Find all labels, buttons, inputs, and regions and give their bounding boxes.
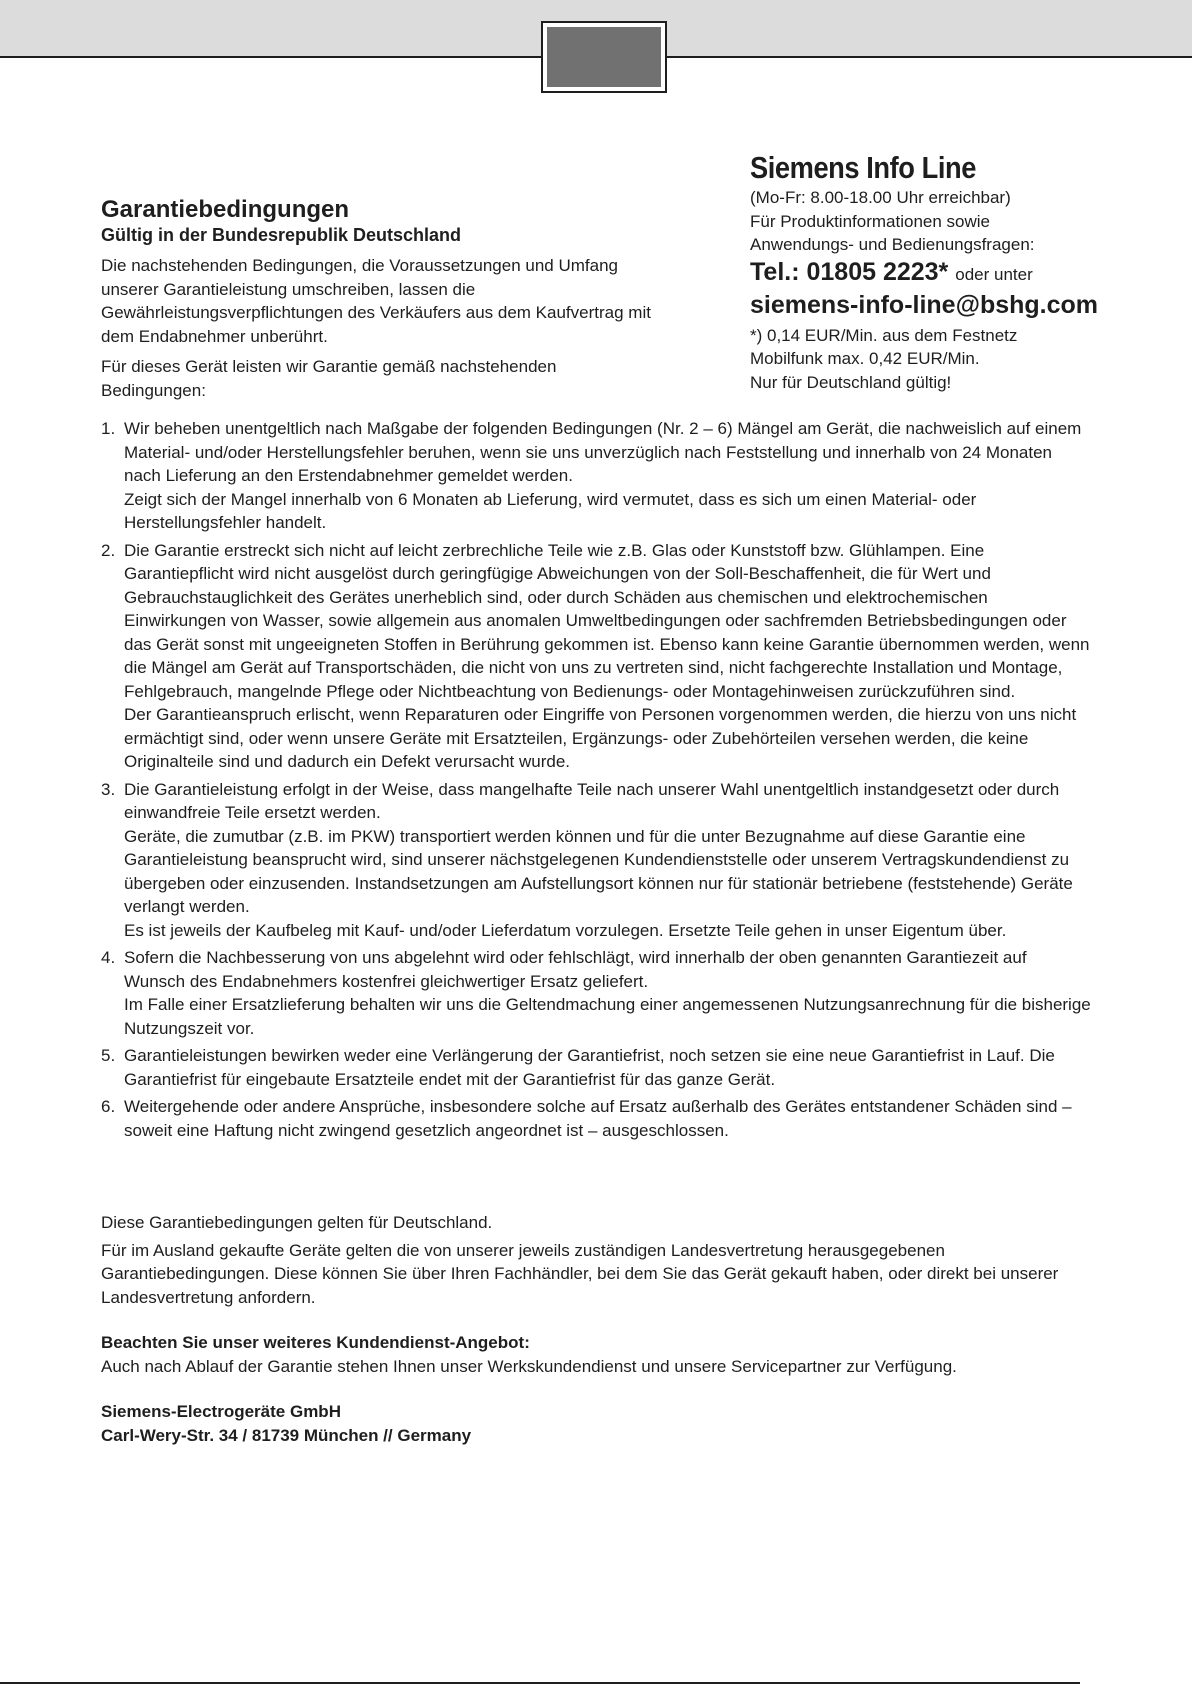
price-note: *) 0,14 EUR/Min. aus dem Festnetz xyxy=(750,325,1018,345)
condition-item xyxy=(101,946,1091,1040)
condition-number: 2. xyxy=(101,540,116,560)
condition-number: 1. xyxy=(101,419,116,438)
intro-paragraph: Für dieses Gerät leisten wir Garantie gemäß nachstehenden Bedingungen: xyxy=(101,357,557,400)
condition-text: Zeigt sich der Mangel innerhalb von 6 Monaten ab Lieferung, wird vermutet, dass es sich um einen Material- oder Herstellungsfehler handelt. xyxy=(124,489,977,532)
phone-number-text: Tel.: 01805 2223* xyxy=(750,257,949,286)
condition-text: Im Falle einer Ersatzlieferung behalten wir uns die Geltendmachung einer angemessenen Nutzungsanrechnung für die bisherige Nutzungszeit vor. xyxy=(124,995,1091,1038)
email-link[interactable]: siemens-info-line@bshg.com xyxy=(750,290,1099,319)
condition-text: Wir beheben unentgeltlich nach Maßgabe der folgenden Bedingungen (Nr. 2 – 6) Mängel am Gerät, die nachweislich auf einem Material- und/oder Herstellungsfehler beruhen, wenn sie uns unverzüglich nach Feststellung und innerhalb von 24 Monaten nach Lieferung an den Erstendabnehmer gemeldet werden. xyxy=(124,419,1082,485)
abroad-text: Für im Ausland gekaufte Geräte gelten die von unserer jeweils zuständigen Landesvertretung herausgegebenen Garantiebedingungen. Diese können Sie über Ihren Fachhändler, bei dem Sie das Gerät gekauft haben, oder direkt bei unserer Landesvertretung anfordern. xyxy=(101,1240,1059,1307)
validity-text: Diese Garantiebedingungen gelten für Deutschland. xyxy=(101,1213,493,1232)
condition-text: Geräte, die zumutbar (z.B. im PKW) transportiert werden können und für die unter Bezugnahme auf diese Garantie eine Garantieleistung beansprucht wird, sind unserer nächstgelegenen Kundendienststelle oder unserem Vertragskundendienst zu übergeben oder einzusenden. Instandsetzungen am Aufstellungsort können nur für stationär betriebene (feststehende) Geräte verlangt werden. xyxy=(124,826,1073,916)
info-text: Für Produktinformationen sowie xyxy=(750,211,991,231)
page-title: Garantiebedingungen xyxy=(101,196,350,223)
intro-section xyxy=(101,196,661,409)
condition-number: 5. xyxy=(101,1046,116,1065)
company-address: Carl-Wery-Str. 34 / 81739 München // Germany xyxy=(101,1425,472,1445)
footer-section xyxy=(101,1211,1091,1447)
condition-item xyxy=(101,1095,1091,1142)
price-note: Mobilfunk max. 0,42 EUR/Min. xyxy=(750,349,980,368)
footer-rule xyxy=(0,1682,1080,1684)
page-tab-marker xyxy=(541,21,667,93)
company-name: Siemens-Electrogeräte GmbH xyxy=(101,1402,341,1421)
page-tab-fill xyxy=(547,27,661,87)
info-text: Anwendungs- und Bedienungsfragen: xyxy=(750,235,1035,254)
condition-number: 6. xyxy=(101,1097,116,1116)
condition-item xyxy=(101,1044,1091,1091)
condition-item xyxy=(101,778,1091,943)
condition-text: Weitergehende oder andere Ansprüche, insbesondere solche auf Ersatz außerhalb des Gerätes entstandener Schäden sind – soweit eine Haftung nicht zwingend gesetzlich angeordnet ist – ausgeschlossen. xyxy=(124,1097,1072,1140)
intro-paragraph: Die nachstehenden Bedingungen, die Voraussetzungen und Umfang unserer Garantieleistung umschreiben, lassen die Gewährleistungsverpflichtungen des Verkäufers aus dem Kaufvertrag mit dem Endabnehmer unberührt. xyxy=(101,256,651,346)
condition-text: Sofern die Nachbesserung von uns abgelehnt wird oder fehlschlägt, wird innerhalb der oben genannten Garantiezeit auf Wunsch des Endabnehmers kostenfrei gleichwertiger Ersatz geliefert. xyxy=(124,948,1027,991)
condition-text: Garantieleistungen bewirken weder eine Verlängerung der Garantiefrist, noch setzen sie eine neue Garantiefrist in Lauf. Die Garantiefrist für eingebaute Ersatzteile endet mit der Garantiefrist für das ganze Gerät. xyxy=(124,1046,1055,1089)
condition-item xyxy=(101,417,1091,535)
condition-text: Der Garantieanspruch erlischt, wenn Reparaturen oder Eingriffe von Personen vorgenommen werden, die hierzu von uns nicht ermächtigt sind, oder wenn unsere Geräte mit Ersatzteilen, Ergänzungs- oder Zubehörteilen versehen werden, die keine Originalteile sind und dadurch ein Defekt verursacht wurde. xyxy=(124,705,1077,771)
condition-item xyxy=(101,539,1091,774)
phone-suffix: oder unter xyxy=(955,264,1033,284)
service-heading: Beachten Sie unser weiteres Kundendienst-Angebot: xyxy=(101,1333,530,1352)
conditions-list xyxy=(101,417,1091,1146)
condition-text: Die Garantie erstreckt sich nicht auf leicht zerbrechliche Teile wie z.B. Glas oder Kunststoff bzw. Glühlampen. Eine Garantiepflicht wird nicht ausgelöst durch geringfügige Abweichungen von der Soll-Beschaffenheit, die für Wert und Gebrauchstauglichkeit des Gerätes unerheblich sind, oder durch Schäden aus chemischen und elektrochemischen Einwirkungen von Wasser, sowie allgemein aus anomalen Umweltbedingungen oder sachfremden Betriebsbedingungen oder das Gerät sonst mit ungeeigneten Stoffen in Berührung gekommen ist. Ebenso kann keine Garantie übernommen werden, wenn die Mängel am Gerät auf Transportschäden, die nicht von uns zu vertreten sind, nicht fachgerechte Installation und Montage, Fehlgebrauch, mangelnde Pflege oder Nichtbeachtung von Bedienungs- oder Montagehinweisen zurückzuführen sind. xyxy=(124,540,1090,701)
price-note: Nur für Deutschland gültig! xyxy=(750,372,952,392)
page-subtitle: Gültig in der Bundesrepublik Deutschland xyxy=(101,225,462,245)
info-line-title: Siemens Info Line xyxy=(750,150,976,185)
info-line-box xyxy=(750,150,1190,394)
info-hours: (Mo-Fr: 8.00-18.00 Uhr erreichbar) xyxy=(750,188,1011,207)
condition-number: 4. xyxy=(101,948,116,967)
service-text: Auch nach Ablauf der Garantie stehen Ihnen unser Werkskundendienst und unsere Servicepartner zur Verfügung. xyxy=(101,1356,957,1376)
condition-text: Die Garantieleistung erfolgt in der Weise, dass mangelhafte Teile nach unserer Wahl unentgeltlich instandgesetzt oder durch einwandfreie Teile ersetzt werden. xyxy=(124,779,1060,822)
condition-number: 3. xyxy=(101,779,116,799)
condition-text: Es ist jeweils der Kaufbeleg mit Kauf- und/oder Lieferdatum vorzulegen. Ersetzte Teile gehen in unser Eigentum über. xyxy=(124,920,1007,940)
phone-number xyxy=(750,257,1190,290)
